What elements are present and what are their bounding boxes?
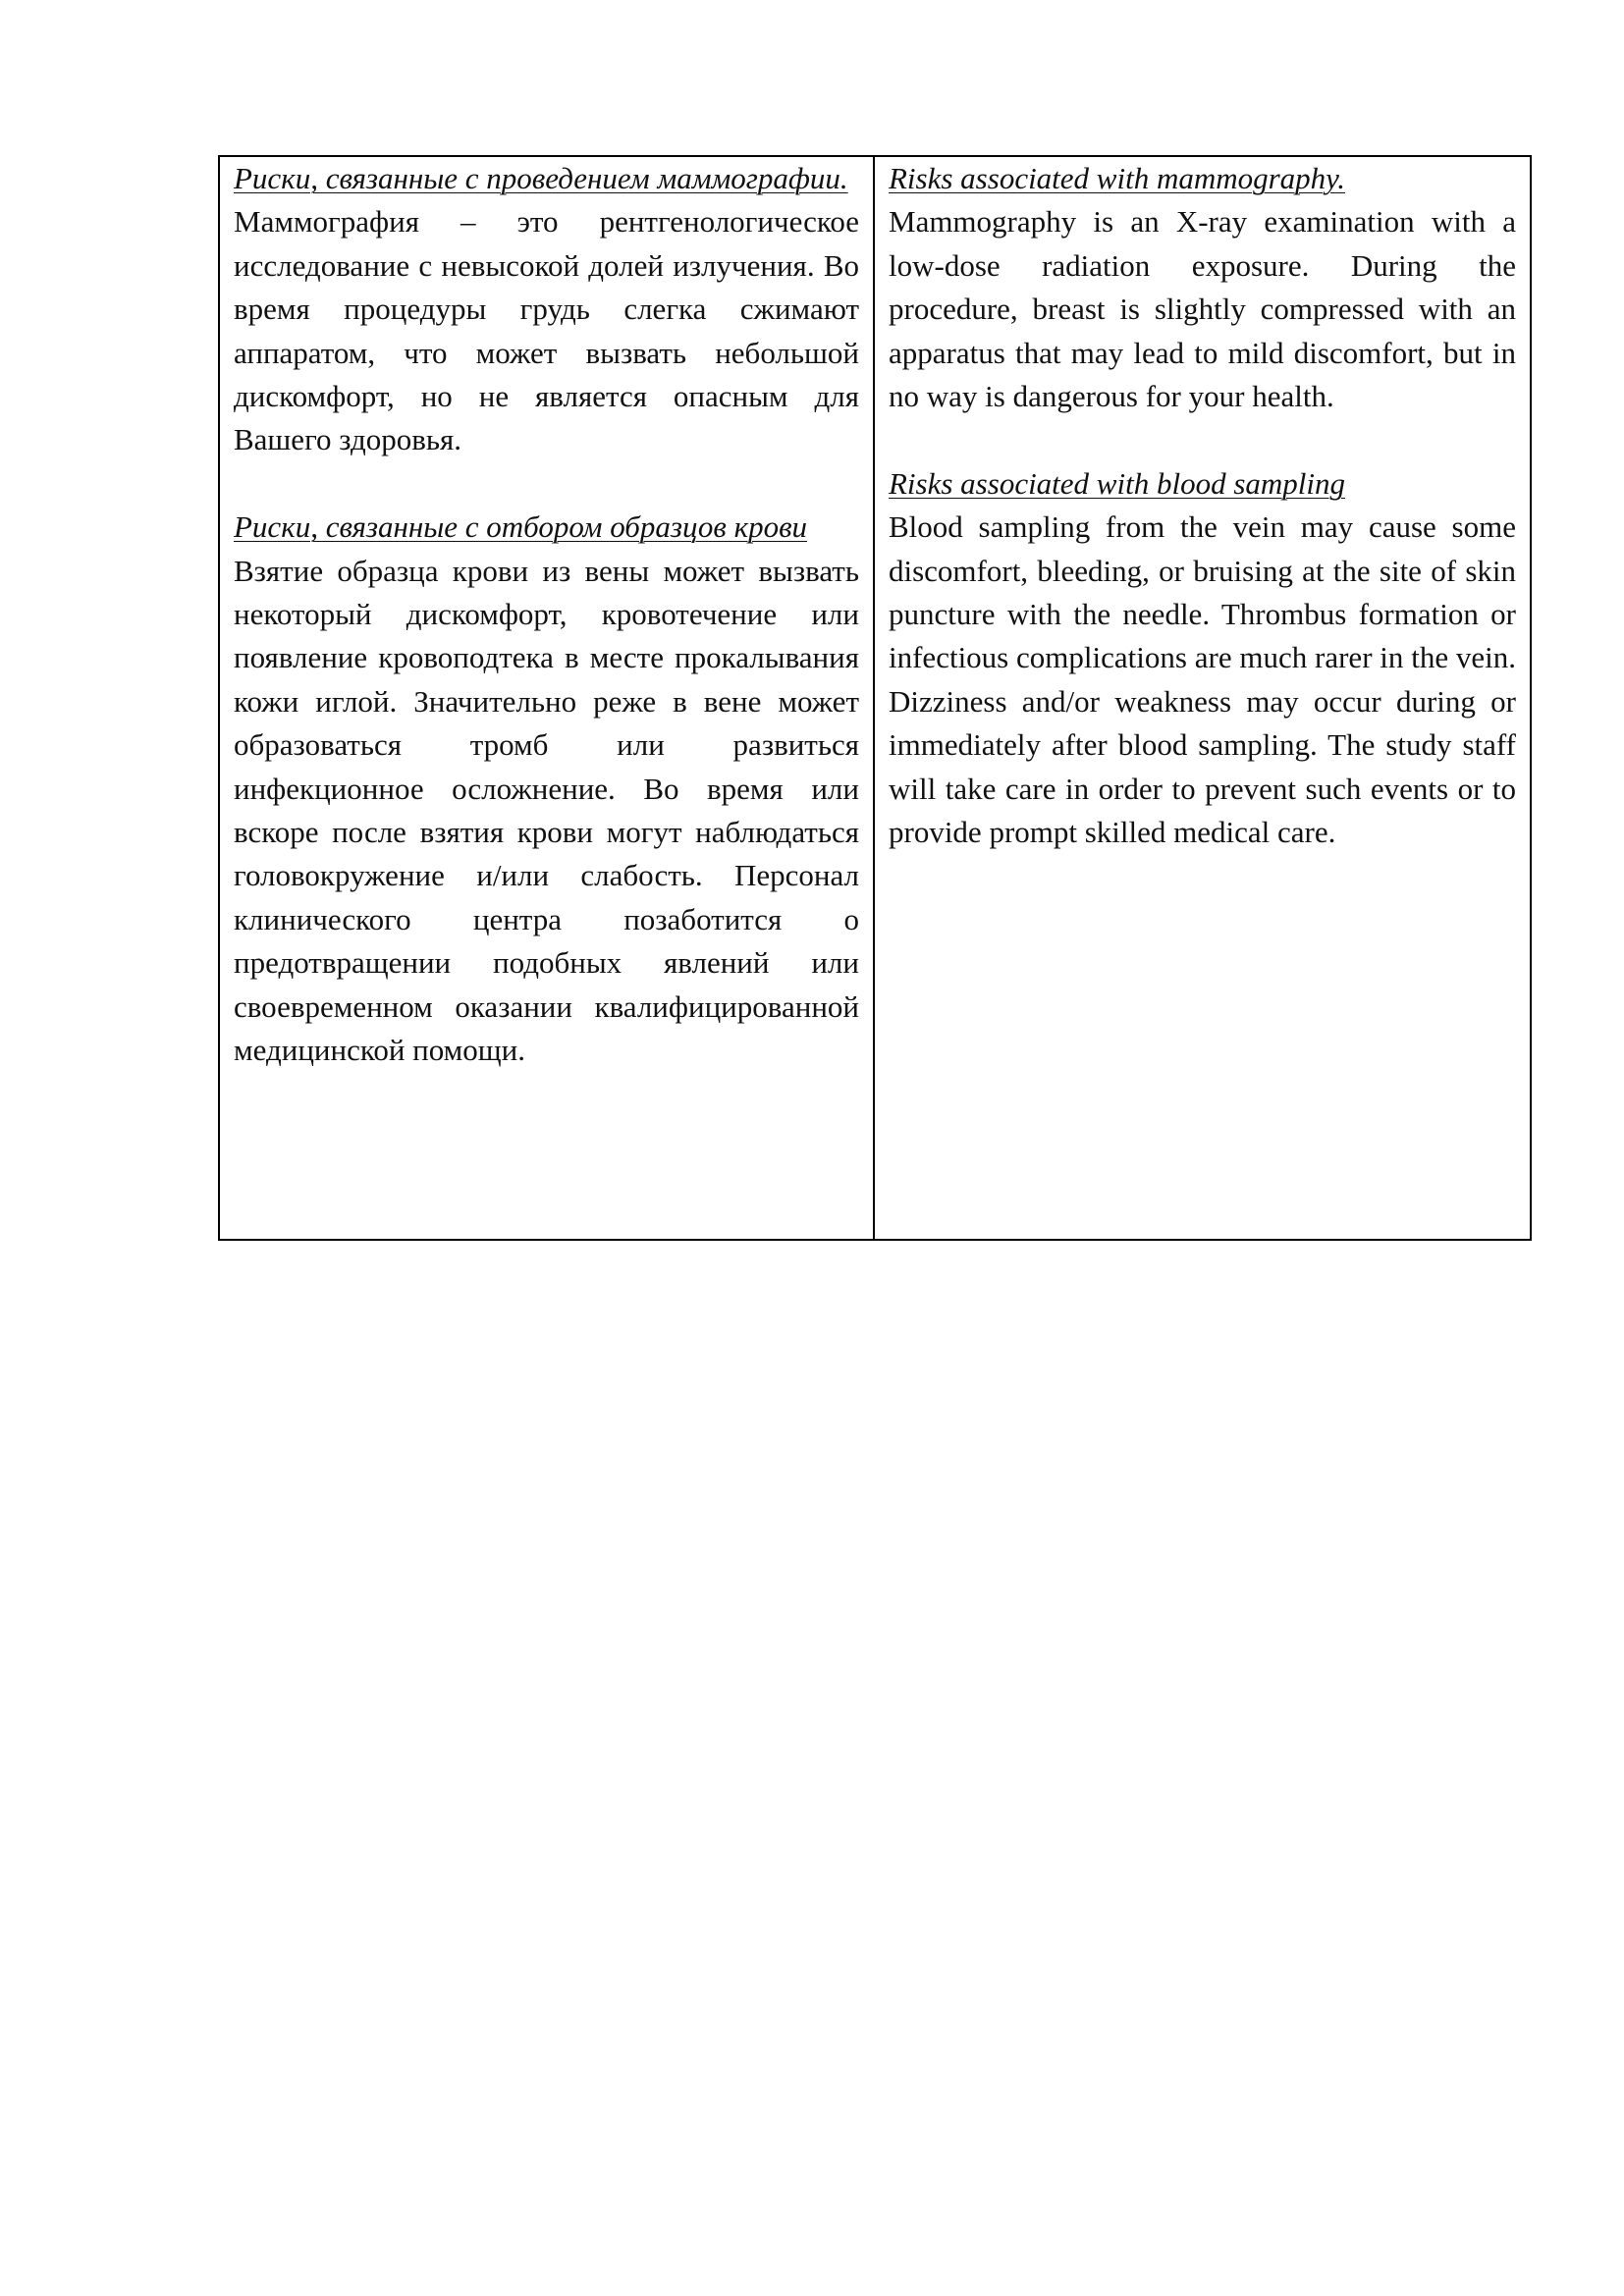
mammography-risks-section-en	[889, 157, 1516, 418]
mammography-risks-heading-ru: Риски, связанные с проведением маммографии.	[234, 161, 848, 195]
mammography-risks-text-en: Mammography is an X-ray examination with a low-dose radiation exposure. During the procedure, breast is slightly compressed with an apparatus that may lead to mild discomfort, but in no way is dangerous for your health.	[889, 204, 1516, 414]
mammography-risks-text-ru: Маммография – это рентгенологическое исследование с невысокой долей излучения. Во время процедуры грудь слегка сжимают аппаратом, что может вызвать небольшой дискомфорт, но не является опасным для Вашего здоровья.	[234, 204, 859, 457]
mammography-risks-section-ru	[234, 157, 859, 462]
russian-column	[220, 157, 875, 1239]
mammography-risks-heading-en: Risks associated with mammography.	[889, 161, 1345, 195]
blood-sampling-risks-section-ru	[234, 506, 859, 1072]
english-column	[875, 157, 1530, 1239]
blood-sampling-risks-heading-ru: Риски, связанные с отбором образцов крови	[234, 509, 808, 545]
blood-sampling-risks-heading-en: Risks associated with blood sampling	[889, 465, 1345, 501]
blood-sampling-risks-text-en: Blood sampling from the vein may cause some discomfort, bleeding, or bruising at the site of skin puncture with the needle. Thrombus formation or infectious complications are much rarer in the vein. Dizziness and/or weakness may occur during or immediately after blood sampling. The study staff will take care in order to prevent such events or to provide prompt skilled medical care.	[889, 509, 1516, 850]
blood-sampling-risks-text-ru: Взятие образца крови из вены может вызвать некоторый дискомфорт, кровотечение или появление кровоподтека в месте прокалывания кожи иглой. Значительно реже в вене может образоваться тромб или развиться инфекционное осложнение. Во время или вскоре после взятия крови могут наблюдаться головокружение и/или слабость. Персонал клинического центра позаботится о предотвращении подобных явлений или своевременном оказании квалифицированной медицинской помощи.	[234, 553, 859, 1068]
bilingual-risks-table	[218, 155, 1532, 1241]
blood-sampling-risks-section-en	[889, 462, 1516, 855]
